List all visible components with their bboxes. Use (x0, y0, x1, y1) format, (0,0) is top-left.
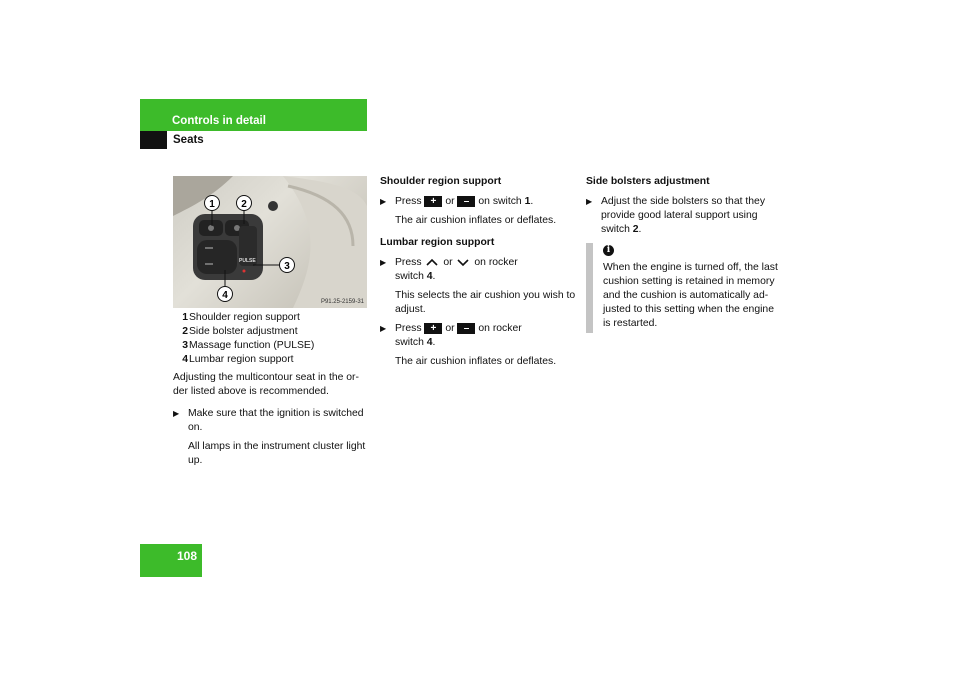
pulse-label: PULSE (239, 258, 256, 264)
shoulder-heading: Shoulder region support (380, 176, 502, 187)
info-note (586, 243, 782, 333)
section-title: Seats (173, 134, 204, 146)
legend-item: 4 Lumbar region support (182, 354, 294, 365)
step-lumbar-select: ▶ Press or on rocker switch 4. (380, 256, 576, 284)
seat-switch-photo (173, 176, 367, 308)
section-marker (140, 131, 167, 149)
step-ignition-result: All lamps in the instrument cluster light up. (188, 441, 366, 466)
info-bar (586, 243, 593, 333)
step-ignition: ▶ Make sure that the ignition is switched on. (173, 407, 369, 435)
step-shoulder-press: ▶ Press + or – on switch 1. (380, 195, 576, 209)
callout-3: 3 (284, 261, 290, 272)
lumbar-select-result: This selects the air cushion you wish to adjust. (395, 290, 576, 315)
lumbar-result: The air cushion inflates or deflates. (395, 356, 557, 367)
column-2 (380, 175, 576, 369)
callout-1: 1 (209, 199, 215, 210)
minus-key-icon: – (457, 323, 475, 334)
chapter-title: Controls in detail (172, 115, 266, 127)
shoulder-result: The air cushion inflates or deflates. (395, 215, 557, 226)
legend-item: 1 Shoulder region support (182, 312, 300, 323)
column-1-body (173, 371, 369, 468)
intro-text: Adjusting the multicontour seat in the or-der listed above is recommended. (173, 372, 359, 397)
arrow-down-key-icon (455, 257, 471, 268)
plus-key-icon: + (424, 323, 442, 334)
callout-4: 4 (222, 290, 228, 301)
lumbar-heading: Lumbar region support (380, 237, 495, 248)
chapter-header (140, 99, 367, 131)
figure-legend (173, 311, 373, 367)
step-lumbar-press: ▶ Press + or – on rocker switch 4. (380, 322, 576, 350)
info-icon: i (603, 245, 614, 256)
image-code: P91.25-2159-31 (320, 299, 364, 305)
callout-2: 2 (241, 199, 247, 210)
step-side-bolster: ▶ Adjust the side bolsters so that they provide good lateral support using switch 2. (586, 195, 782, 237)
minus-key-icon: – (457, 196, 475, 207)
legend-item: 2 Side bolster adjustment (182, 326, 298, 337)
plus-key-icon: + (424, 196, 442, 207)
info-text: When the engine is turned off, the last cushion setting is retained in memory and the cushion is automatically ad-justed to this setting when the engine is restarted. (603, 262, 778, 329)
arrow-up-key-icon (424, 257, 440, 268)
seat-switch-illustration (173, 176, 367, 308)
column-3 (586, 175, 782, 237)
legend-item: 3 Massage function (PULSE) (182, 340, 315, 351)
side-bolster-heading: Side bolsters adjustment (586, 176, 710, 187)
page-number: 108 (140, 544, 202, 577)
